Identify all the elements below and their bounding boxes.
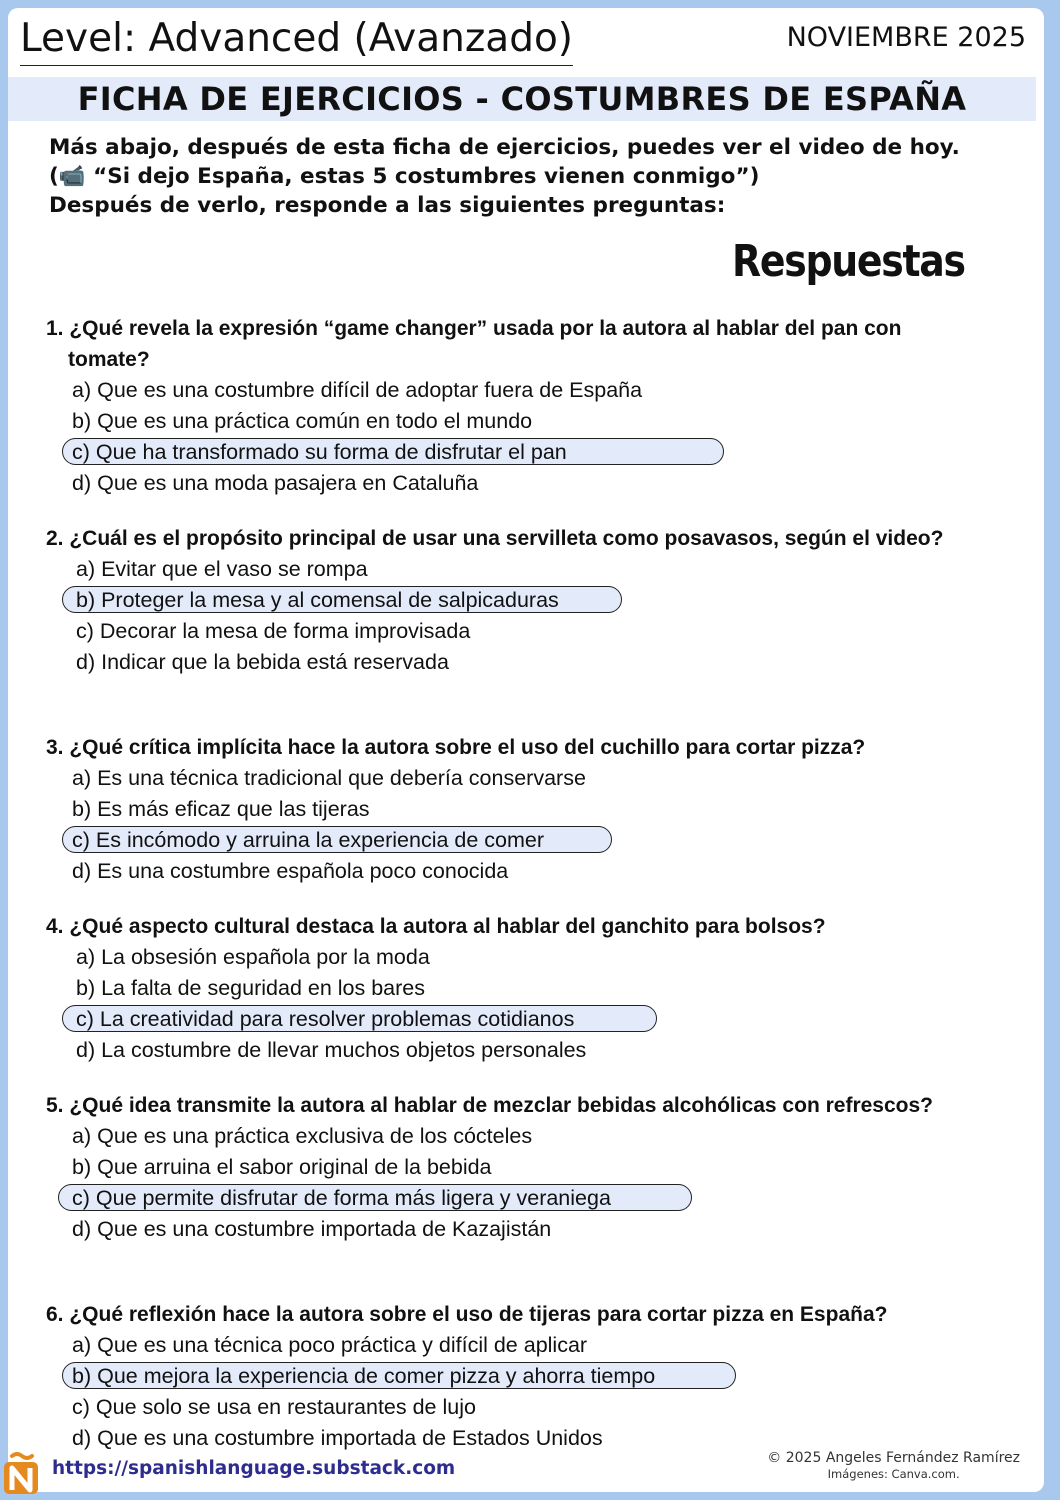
date-label: NOVIEMBRE 2025 xyxy=(786,22,1026,53)
answer-option-text: d) La costumbre de llevar muchos objetos personales xyxy=(76,1038,587,1062)
intro-line-3: Después de verlo, responde a las siguientes preguntas: xyxy=(49,193,726,218)
worksheet-title: FICHA DE EJERCICIOS - COSTUMBRES DE ESPAÑA xyxy=(77,80,967,118)
answer-option-text: d) Que es una moda pasajera en Cataluña xyxy=(72,471,479,495)
answer-option-text: a) Es una técnica tradicional que debería conservarse xyxy=(72,766,586,790)
answer-option-text: b) Proteger la mesa y al comensal de salpicaduras xyxy=(76,588,559,612)
question-block xyxy=(46,732,986,887)
answer-option-text: b) Que mejora la experiencia de comer pizza y ahorra tiempo xyxy=(72,1364,656,1388)
answer-option xyxy=(46,375,986,406)
answer-option-text: b) Que arruina el sabor original de la bebida xyxy=(72,1155,492,1179)
answer-option xyxy=(46,794,986,825)
answer-option xyxy=(46,1330,986,1361)
level-heading: Level: Advanced (Avanzado) xyxy=(20,18,573,66)
answer-option xyxy=(46,585,986,616)
answer-option-text: a) Que es una práctica exclusiva de los cócteles xyxy=(72,1124,533,1148)
answer-option xyxy=(46,942,986,973)
answer-option-text: c) Es incómodo y arruina la experiencia de comer xyxy=(72,828,545,852)
intro-line-1: Más abajo, después de esta ficha de ejercicios, puedes ver el video de hoy. xyxy=(49,135,960,160)
question-block xyxy=(46,911,986,1066)
answer-option-text: a) Que es una técnica poco práctica y difícil de aplicar xyxy=(72,1333,588,1357)
answer-option xyxy=(46,973,986,1004)
answer-option-text: a) La obsesión española por la moda xyxy=(76,945,430,969)
images-credit: Imágenes: Canva.com. xyxy=(827,1467,960,1481)
answer-option-text: a) Que es una costumbre difícil de adoptar fuera de España xyxy=(72,378,643,402)
question-text: 5. ¿Qué idea transmite la autora al hablar de mezclar bebidas alcohólicas con refrescos? xyxy=(46,1094,933,1117)
answer-option xyxy=(46,1152,986,1183)
answer-option xyxy=(46,1004,986,1035)
question-block xyxy=(46,313,986,499)
answer-option-text: d) Es una costumbre española poco conocida xyxy=(72,859,509,883)
website-link[interactable]: https://spanishlanguage.substack.com xyxy=(52,1458,456,1479)
answer-option-text: c) Que ha transformado su forma de disfrutar el pan xyxy=(72,440,567,464)
answer-option-text: b) Es más eficaz que las tijeras xyxy=(72,797,370,821)
question-block xyxy=(46,523,986,678)
intro-line-2: (📹 “Si dejo España, estas 5 costumbres vienen conmigo”) xyxy=(49,164,760,189)
answer-option xyxy=(46,825,986,856)
question-text: 6. ¿Qué reflexión hace la autora sobre el uso de tijeras para cortar pizza en España? xyxy=(46,1303,888,1326)
question-block xyxy=(46,1090,986,1245)
answer-option xyxy=(46,1392,986,1423)
answer-option-text: b) Que es una práctica común en todo el mundo xyxy=(72,409,533,433)
intro-text xyxy=(49,133,1029,220)
answer-option-text: b) La falta de seguridad en los bares xyxy=(76,976,426,1000)
answer-option-text: c) Que solo se usa en restaurantes de lujo xyxy=(72,1395,476,1419)
answer-option xyxy=(46,554,986,585)
answer-option-text: d) Que es una costumbre importada de Estados Unidos xyxy=(72,1426,603,1450)
answer-option xyxy=(46,763,986,794)
answer-option xyxy=(46,1035,986,1066)
answer-option xyxy=(46,616,986,647)
answer-option xyxy=(46,468,986,499)
answer-option xyxy=(46,1183,986,1214)
answer-option-text: c) La creatividad para resolver problemas cotidianos xyxy=(76,1007,575,1031)
answer-option xyxy=(46,406,986,437)
answer-option-text: a) Evitar que el vaso se rompa xyxy=(76,557,368,581)
copyright-block xyxy=(767,1449,1020,1481)
answers-heading: Respuestas xyxy=(732,236,965,287)
question-text: 2. ¿Cuál es el propósito principal de usar una servilleta como posavasos, según el video? xyxy=(46,527,944,550)
copyright-text: © 2025 Angeles Fernández Ramírez xyxy=(767,1450,1020,1466)
question-text: 4. ¿Qué aspecto cultural destaca la autora al hablar del ganchito para bolsos? xyxy=(46,915,826,938)
answer-option xyxy=(46,1214,986,1245)
answer-option xyxy=(46,647,986,678)
answer-option-text: c) Que permite disfrutar de forma más ligera y veraniega xyxy=(72,1186,611,1210)
answer-option xyxy=(46,437,986,468)
answer-option-text: d) Que es una costumbre importada de Kazajistán xyxy=(72,1217,552,1241)
answer-option xyxy=(46,1121,986,1152)
title-band xyxy=(8,77,1036,121)
answer-option xyxy=(46,856,986,887)
answer-option-text: c) Decorar la mesa de forma improvisada xyxy=(76,619,471,643)
answer-option-text: d) Indicar que la bebida está reservada xyxy=(76,650,449,674)
question-block xyxy=(46,1299,986,1454)
question-text: 3. ¿Qué crítica implícita hace la autora sobre el uso del cuchillo para cortar pizza? xyxy=(46,736,866,759)
answer-option xyxy=(46,1361,986,1392)
n-tilde-logo-icon xyxy=(2,1452,42,1496)
question-text: 1. ¿Qué revela la expresión “game changer” usada por la autora al hablar del pan con tomate? xyxy=(46,317,902,371)
